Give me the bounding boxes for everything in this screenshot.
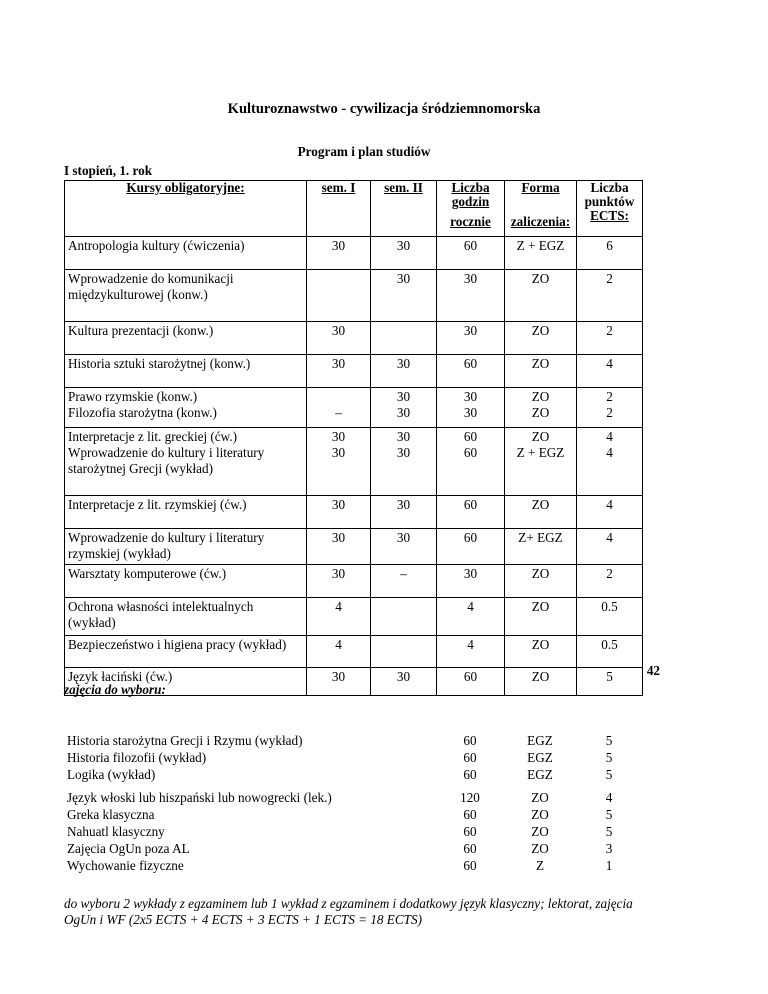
total-hours: 30 30 — [437, 388, 505, 428]
course-name: Interpretacje z lit. rzymskiej (ćw.) — [65, 496, 307, 529]
obligatory-courses-table — [64, 180, 643, 696]
year-label: I stopień, 1. rok — [64, 163, 153, 178]
table-row — [65, 565, 643, 598]
table-row — [65, 428, 643, 496]
table-row — [65, 598, 643, 636]
header-ects: Liczba punktów ECTS: — [577, 181, 643, 237]
course-name: Historia sztuki starożytnej (konw.) — [65, 355, 307, 388]
assessment-form: Z+ EGZ — [505, 529, 577, 565]
ects-points: 0.5 — [577, 636, 643, 668]
course-name: Warsztaty komputerowe (ćw.) — [65, 565, 307, 598]
elective-hours: 120 60 60 60 60 — [460, 790, 480, 873]
sem2-hours — [371, 598, 437, 636]
sem2-hours: – — [371, 565, 437, 598]
total-hours: 60 — [437, 668, 505, 696]
total-hours: 60 — [437, 237, 505, 270]
sem2-hours — [371, 636, 437, 668]
electives-row — [64, 732, 642, 783]
course-name: Bezpieczeństwo i higiena pracy (wykład) — [65, 636, 307, 668]
ects-points: 4 — [577, 529, 643, 565]
elective-form: ZO ZO ZO ZO Z — [531, 790, 549, 873]
sem2-hours: 30 — [371, 270, 437, 322]
sem2-hours: 30 30 — [371, 388, 437, 428]
course-name: Prawo rzymskie (konw.) Filozofia starożytna (konw.) — [65, 388, 307, 428]
course-name: Wprowadzenie do komunikacji międzykulturowej (konw.) — [65, 270, 307, 322]
elective-form: EGZ EGZ EGZ — [527, 733, 553, 782]
assessment-form: Z + EGZ — [505, 237, 577, 270]
elective-ects: 4 5 5 3 1 — [605, 790, 613, 873]
total-hours: 60 — [437, 529, 505, 565]
sem1-hours: 30 — [307, 237, 371, 270]
total-hours: 60 — [437, 496, 505, 529]
sem1-hours: 30 — [307, 565, 371, 598]
table-row — [65, 388, 643, 428]
assessment-form: ZO Z + EGZ — [505, 428, 577, 496]
course-name: Kultura prezentacji (konw.) — [65, 322, 307, 355]
table-header-row — [65, 181, 643, 237]
electives-group-1 — [64, 732, 642, 783]
sem1-hours: 4 — [307, 636, 371, 668]
electives-note: do wyboru 2 wykłady z egzaminem lub 1 wykład z egzaminem i dodatkowy język klasyczny; lektorat, zajęcia OgUn i WF (2x5 ECTS + 4 ECTS + 3 ECTS + 1 ECTS = 18 ECTS) — [64, 896, 633, 927]
sem1-hours: 30 — [307, 496, 371, 529]
total-hours: 30 — [437, 322, 505, 355]
table-row — [65, 355, 643, 388]
table-row — [65, 270, 643, 322]
table-row — [65, 496, 643, 529]
table-row — [65, 237, 643, 270]
sem1-hours: – — [307, 388, 371, 428]
ects-points: 2 — [577, 270, 643, 322]
ects-total: 42 — [646, 663, 660, 678]
sem2-hours: 30 — [371, 237, 437, 270]
sem2-hours: 30 — [371, 496, 437, 529]
course-name: Antropologia kultury (ćwiczenia) — [65, 237, 307, 270]
assessment-form: ZO — [505, 496, 577, 529]
ects-points: 4 — [577, 496, 643, 529]
total-hours: 4 — [437, 598, 505, 636]
elective-hours: 60 60 60 — [463, 733, 477, 782]
header-sem1: sem. I — [307, 181, 371, 237]
total-hours: 60 — [437, 355, 505, 388]
course-name: Język łaciński (ćw.) — [65, 668, 307, 696]
total-hours: 30 — [437, 565, 505, 598]
electives-title: zajęcia do wyboru: — [64, 682, 166, 697]
assessment-form: ZO — [505, 565, 577, 598]
sem1-hours: 30 — [307, 355, 371, 388]
electives-group-2 — [64, 789, 642, 874]
assessment-form: ZO — [505, 322, 577, 355]
course-name: Interpretacje z lit. greckiej (ćw.) Wprowadzenie do kultury i literatury starożytnej Grecji (wykład) — [65, 428, 307, 496]
course-name: Wprowadzenie do kultury i literatury rzymskiej (wykład) — [65, 529, 307, 565]
assessment-form: ZO — [505, 355, 577, 388]
ects-points: 2 — [577, 322, 643, 355]
ects-points: 4 4 — [577, 428, 643, 496]
sem2-hours: 30 30 — [371, 428, 437, 496]
elective-names: Język włoski lub hiszpański lub nowogrecki (lek.) Greka klasyczna Nahuatl klasyczny Zajęcia OgUn poza AL Wychowanie fizyczne — [67, 790, 332, 873]
assessment-form: ZO — [505, 598, 577, 636]
sem2-hours: 30 — [371, 529, 437, 565]
sem2-hours — [371, 322, 437, 355]
header-form: Forma zaliczenia: — [505, 181, 577, 237]
total-hours: 30 — [437, 270, 505, 322]
electives-row — [64, 789, 642, 874]
assessment-form: ZO ZO — [505, 388, 577, 428]
ects-points: 4 — [577, 355, 643, 388]
sem1-hours: 30 — [307, 322, 371, 355]
ects-points: 5 — [577, 668, 643, 696]
header-sem2: sem. II — [371, 181, 437, 237]
sem1-hours: 30 30 — [307, 428, 371, 496]
elective-names: Historia starożytna Grecji i Rzymu (wykład) Historia filozofii (wykład) Logika (wykład) — [67, 733, 303, 782]
table-row — [65, 636, 643, 668]
total-hours: 4 — [437, 636, 505, 668]
sem1-hours — [307, 270, 371, 322]
elective-ects: 5 5 5 — [605, 733, 613, 782]
sem2-hours: 30 — [371, 668, 437, 696]
sem1-hours: 30 — [307, 529, 371, 565]
ects-points: 2 2 — [577, 388, 643, 428]
table-row — [65, 322, 643, 355]
ects-points: 0.5 — [577, 598, 643, 636]
assessment-form: ZO — [505, 668, 577, 696]
document-title: Kulturoznawstwo - cywilizacja śródziemnomorska — [227, 101, 541, 117]
header-hours: Liczba godzin rocznie — [437, 181, 505, 237]
assessment-form: ZO — [505, 636, 577, 668]
header-course: Kursy obligatoryjne: — [65, 181, 307, 237]
total-hours: 60 60 — [437, 428, 505, 496]
assessment-form: ZO — [505, 270, 577, 322]
table-row — [65, 529, 643, 565]
ects-points: 2 — [577, 565, 643, 598]
sem1-hours: 30 — [307, 668, 371, 696]
sem1-hours: 4 — [307, 598, 371, 636]
ects-points: 6 — [577, 237, 643, 270]
course-name: Ochrona własności intelektualnych (wykład) — [65, 598, 307, 636]
sem2-hours: 30 — [371, 355, 437, 388]
document-subtitle: Program i plan studiów — [297, 144, 431, 159]
